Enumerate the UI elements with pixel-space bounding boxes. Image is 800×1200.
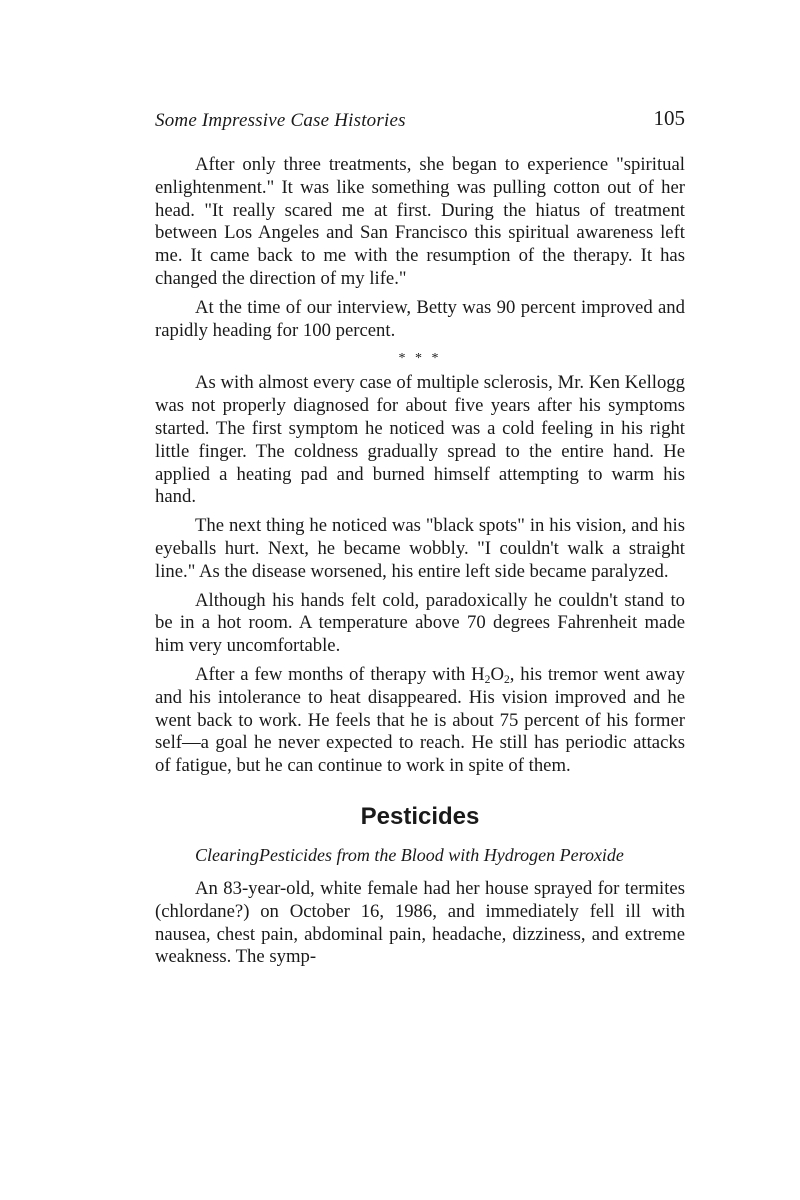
text-run: After a few months of therapy with H bbox=[195, 663, 485, 685]
paragraph: At the time of our interview, Betty was 90 percent improved and rapidly heading for 100 percent. bbox=[155, 296, 685, 341]
subscript: 2 bbox=[484, 672, 491, 686]
paragraph: Although his hands felt cold, paradoxically he couldn't stand to be in a hot room. A temperature above 70 degrees Fahrenheit made him very uncomfortable. bbox=[155, 589, 685, 657]
text-run: O bbox=[490, 663, 504, 685]
section-heading: Pesticides bbox=[360, 802, 480, 830]
paragraph: An 83-year-old, white female had her house sprayed for termites (chlordane?) on October 16, 1986, and immediately fell ill with nausea, chest pain, abdominal pain, headache, dizziness, and extreme weakness. The symp- bbox=[155, 877, 685, 968]
paragraph-h2o2 bbox=[155, 664, 685, 778]
text-run: , his tremor went away and his intolerance to heat disappeared. His vision improved and he went back to work. He feels that he is about 75 percent of his former self—a goal he never expected to reach. He still has periodic attacks of fatigue, but he can continue to work in spite of them. bbox=[155, 663, 685, 777]
paragraph: After only three treatments, she began to experience "spiritual enlightenment." It was like something was pulling cotton out of her head. "It really scared me at first. During the hiatus of treatment between Los Angeles and San Francisco this spiritual awareness left me. It came back to me with the resumption of the therapy. It has changed the direction of my life." bbox=[155, 154, 685, 289]
page-number: 105 bbox=[653, 106, 685, 130]
paragraph: As with almost every case of multiple sclerosis, Mr. Ken Kellogg was not properly diagnosed for about five years after his symptoms started. The first symptom he noticed was a cold feeling in his right little finger. The coldness gradually spread to the entire hand. He applied a heating pad and burned himself attempting to warm his hand. bbox=[155, 372, 685, 508]
subscript: 2 bbox=[503, 672, 510, 686]
running-head bbox=[155, 104, 685, 138]
section-separator: * * * bbox=[398, 351, 442, 367]
body-text bbox=[155, 154, 685, 969]
section-subheading: ClearingPesticides from the Blood with Hydrogen Peroxide bbox=[195, 844, 624, 865]
book-page bbox=[155, 104, 685, 969]
paragraph: The next thing he noticed was "black spots" in his vision, and his eyeballs hurt. Next, he became wobbly. "I couldn't walk a straight line." As the disease worsened, his entire left side became paralyzed. bbox=[155, 515, 685, 582]
running-title: Some Impressive Case Histories bbox=[155, 110, 406, 131]
